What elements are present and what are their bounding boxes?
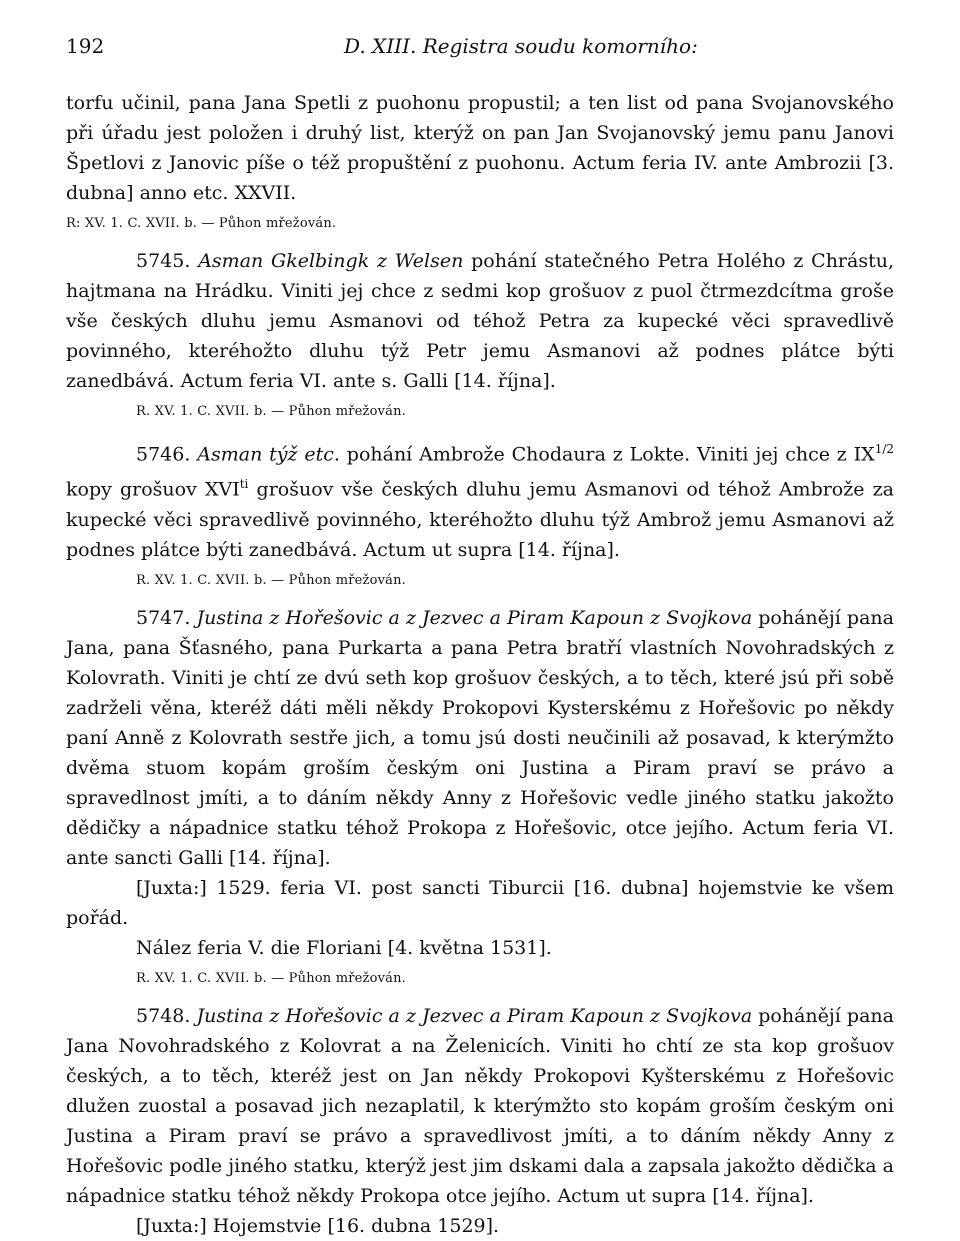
superscript: ti xyxy=(239,477,249,492)
running-header xyxy=(66,34,894,64)
nalez-note: Nález feria V. die Floriani [4. května 1531]. xyxy=(136,936,552,959)
paragraph-continuation: torfu učinil, pana Jana Spetli z puohonu propustil; a ten list od pana Svojanovského při úřadu jest položen i druhý list, kterýž on pan Jan Svojanovský jemu panu Janovi Špetlovi z Janovic píše o též propuštění z puohonu. Actum feria IV. ante Ambrozii [3. dubna] anno etc. XXVII. xyxy=(66,92,894,204)
source-note: R. XV. 1. C. XVII. b. — Půhon mřežován. xyxy=(136,404,407,419)
entry-text: kopy grošuov XVI xyxy=(66,478,240,501)
entry-number: 5747. xyxy=(136,606,191,629)
entry-parties: Asman Gkelbingk z Welsen xyxy=(198,250,464,272)
entry-5746 xyxy=(66,434,894,565)
entry-text: pohánějí pana Jana Novohradského z Kolovrat a na Želenicích. Viniti ho chtí ze sta kop grošuov českých, a to těch, kteréž jest on Jan někdy Prokopovi Kyšterskému z Hořešovic dlužen zuostal a posavad jich nezaplatil, k kterýmžto sto kopám groším českým oni Justina a Piram praví se právo a spravedlivost jmíti, a to dáním někdy Anny z Hořešovic podle jiného statku, kterýž jest jim dskami dala a zapsala jakožto dědička a nápadnice statku téhož někdy Prokopa otce jejího. Actum ut supra [14. října]. xyxy=(66,1004,894,1207)
juxta-note: [Juxta:] 1529. feria VI. post sancti Tiburcii [16. dubna] hojemstvie ke všem pořád. xyxy=(66,876,894,929)
entry-5745 xyxy=(66,246,894,396)
entry-text: pohání Ambrože Chodaura z Lokte. Viniti jej chce z IX xyxy=(346,443,875,466)
entry-text: pohánějí pana Jana, pana Šťasného, pana Purkarta a pana Petra bratří vlastních Novohradských z Kolovrath. Viniti je chtí ze dvú seth kop grošuov českých, a to těch, které jsú při sobě zadrželi věna, kteréž dáti měli někdy Prokopovi Kysterskému z Hořešovic po někdy paní Anně z Kolovrath sestře jich, a tomu jsú dosti neučinili až posavad, k kterýmžto dvěma stuom kopám groším českým oni Justina a Piram praví se právo a spravedlnost jmíti, a to dáním někdy Anny z Hořešovic vedle jiného statku jakožto dědičky a nápadnice statku téhož Prokopa z Hořešovic, otce jejího. Actum feria VI. ante sancti Galli [14. října]. xyxy=(66,606,894,869)
entry-parties: Asman týž etc. xyxy=(197,443,340,466)
juxta-note: [Juxta:] Hojemstvie [16. dubna 1529]. xyxy=(136,1214,500,1237)
entry-parties: Justina z Hořešovic a z Jezvec a Piram Kapoun z Svojkova xyxy=(196,1004,753,1027)
entry-text: pohání statečného Petra Holého z Chrástu, hajtmana na Hrádku. Viniti jej chce z sedmi kop grošuov z puol čtrmezdcítma groše vše českých dluhu jemu Asmanovi od téhož Petra za kupecké věci spravedlivě povinného, kteréhožto dluhu týž Petr jemu Asmanovi až podnes plátce býti zanedbává. Actum feria VI. ante s. Galli [14. října]. xyxy=(66,250,895,392)
entry-text: grošuov vše českých dluhu jemu Asmanovi od téhož Ambrože za kupecké věci spravedlivě povinného, kteréhožto dluhu týž Ambrož jemu Asmanovi až podnes plátce býti zanedbává. Actum ut supra [14. října]. xyxy=(66,478,894,561)
entry-5748 xyxy=(66,1001,894,1211)
entry-number: 5745. xyxy=(136,250,191,272)
entry-5747 xyxy=(66,603,894,873)
source-note: R. XV. 1. C. XVII. b. — Půhon mřežován. xyxy=(136,970,407,986)
entry-number: 5746. xyxy=(136,443,191,466)
source-note: R. XV. 1. C. XVII. b. — Půhon mřežován. xyxy=(136,572,407,588)
page-number: 192 xyxy=(66,34,105,58)
source-note: R: XV. 1. C. XVII. b. — Půhon mřežován. xyxy=(66,216,337,231)
document-body xyxy=(66,88,894,1241)
running-title: D. XIII. Registra soudu komorního: xyxy=(344,34,698,58)
entry-parties: Justina z Hořešovic a z Jezvec a Piram Kapoun z Svojkova xyxy=(196,606,753,629)
entry-number: 5748. xyxy=(136,1004,191,1027)
fraction: 1/2 xyxy=(874,442,894,456)
